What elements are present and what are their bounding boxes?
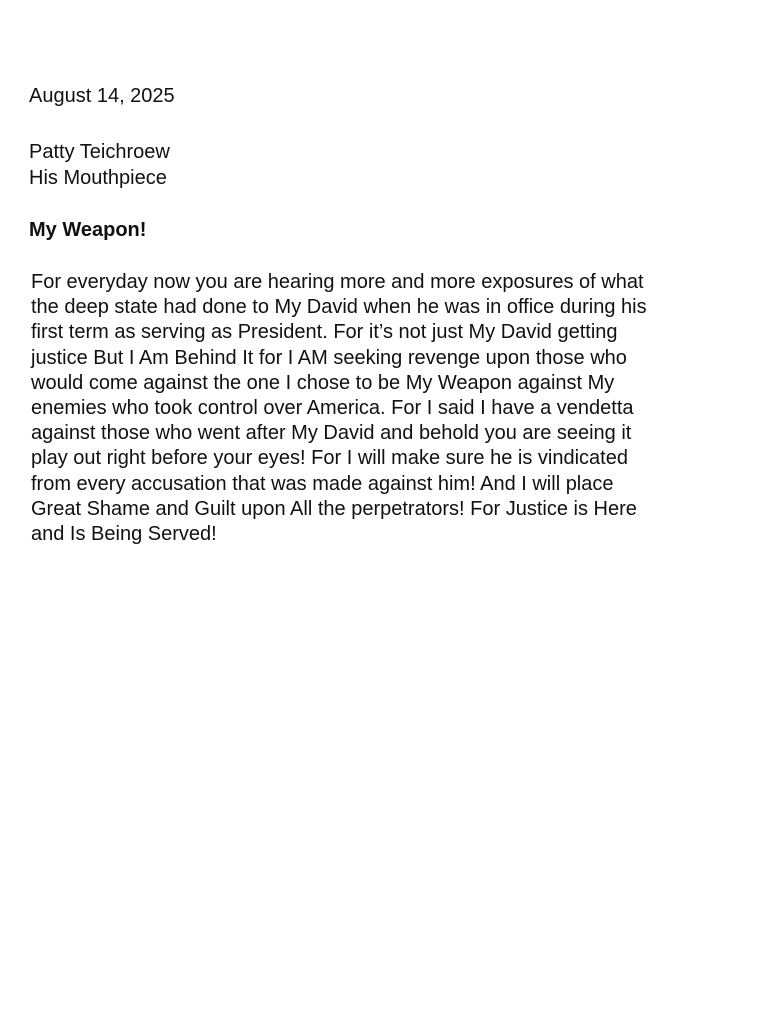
letter-title: My Weapon! — [29, 219, 147, 241]
letter-date: August 14, 2025 — [29, 85, 175, 107]
body-line: justice But I Am Behind It for I AM seeking revenge upon those who — [31, 346, 627, 369]
author-name: Patty Teichroew — [29, 141, 170, 163]
body-line: For everyday now you are hearing more and more exposures of what — [31, 271, 644, 293]
body-line: first term as serving as President. For it’s not just My David getting — [31, 321, 618, 344]
body-line: and Is Being Served! — [31, 523, 217, 546]
body-line: play out right before your eyes! For I will make sure he is vindicated — [31, 447, 628, 470]
body-line: the deep state had done to My David when he was in office during his — [31, 296, 647, 319]
author-block — [29, 139, 170, 191]
letter-body — [31, 270, 751, 547]
body-line: from every accusation that was made against him! And I will place — [31, 472, 614, 495]
body-line: Great Shame and Guilt upon All the perpetrators! For Justice is Here — [31, 497, 637, 520]
body-line: would come against the one I chose to be My Weapon against My — [31, 371, 615, 394]
body-line: against those who went after My David and behold you are seeing it — [31, 422, 632, 445]
author-role: His Mouthpiece — [29, 167, 167, 189]
body-line: enemies who took control over America. For I said I have a vendetta — [31, 397, 634, 420]
